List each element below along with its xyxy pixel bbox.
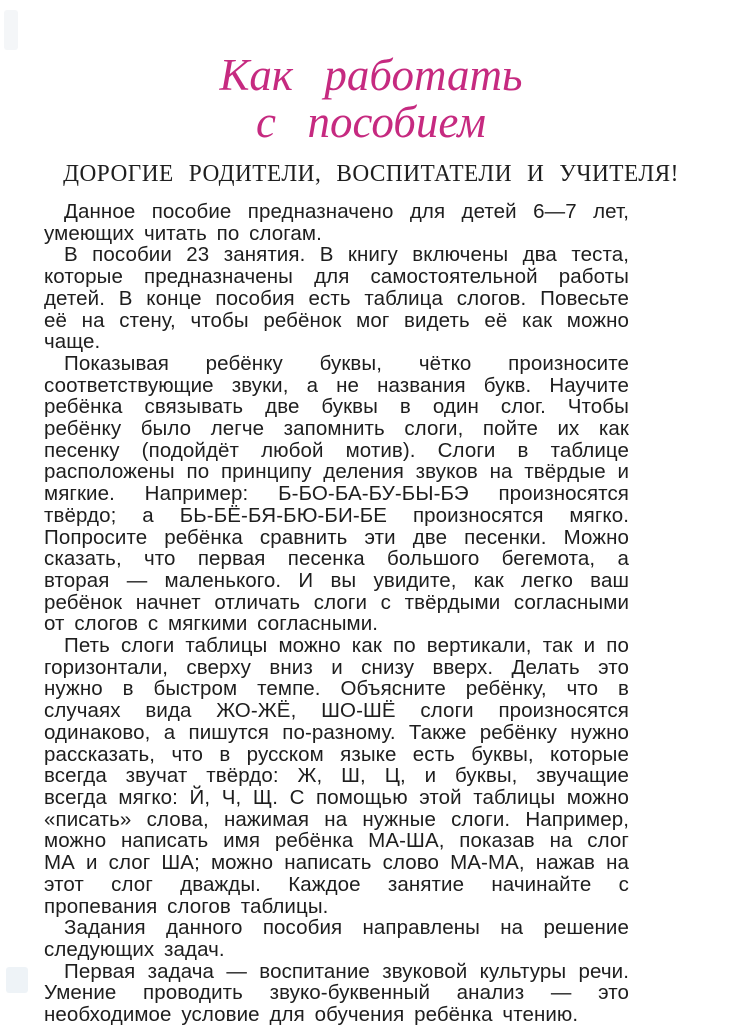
body-text (0, 201, 742, 1026)
title-line-1: Как работать (219, 50, 523, 100)
page-title (0, 0, 742, 146)
paragraph-intro: Данное пособие предназначено для детей 6—7 лет, умеющих читать по слогам. (44, 200, 629, 245)
paragraph-tasks-lead: Задания данного пособия направлены на решение следующих задач. (44, 916, 629, 961)
paragraph-singing: Петь слоги таблицы можно как по вертикали, так и по горизонтали, сверху вниз и снизу вверх. Делать это нужно в быстром темпе. Объясните ребёнку, что в случаях вида ЖО-ЖЁ, ШО-ШЁ слоги произносятся одинаково, а пишутся по-разному. Также ребёнку нужно рассказать, что в русском языке есть буквы, которые всегда звучат твёрдо: Ж, Ш, Ц, и буквы, звучащие всегда мягко: Й, Ч, Щ. С помощью этой таблицы можно «писать» слова, нажимая на нужные слоги. Например, можно написать имя ребёнка МА-ША, показав на слог МА и слог ША; можно написать слово МА-МА, нажав на этот слог дважды. Каждое занятие начинайте с пропевания слогов таблицы. (44, 634, 629, 918)
page-header (0, 0, 742, 188)
page-subtitle: ДОРОГИЕ РОДИТЕЛИ, ВОСПИТАТЕЛИ И УЧИТЕЛЯ! (63, 161, 679, 187)
paragraph-structure: В пособии 23 занятия. В книгу включены два теста, которые предназначены для самостоятельной работы детей. В конце пособия есть таблица слогов. Повесьте её на стену, чтобы ребёнок мог видеть её как можно чаще. (44, 243, 629, 354)
title-line-2: с пособием (256, 97, 486, 147)
paragraph-first-task: Первая задача — воспитание звуковой культуры речи. Умение проводить звуко-буквенный анализ — это необходимое условие для обучения ребёнка чтению. (44, 959, 629, 1026)
paragraph-sounds: Показывая ребёнку буквы, чётко произносите соответствующие звуки, а не названия букв. Научите ребёнка связывать две буквы в один слог. Чтобы ребёнку было легче запомнить слоги, пойте их как песенку (подойдёт любой мотив). Слоги в таблице расположены по принципу деления звуков на твёрдые и мягкие. Например: Б-БО-БА-БУ-БЫ-БЭ произносятся твёрдо; а БЬ-БЁ-БЯ-БЮ-БИ-БЕ произносятся мягко. Попросите ребёнка сравнить эти две песенки. Можно сказать, что первая песенка большого бегемота, а вторая — маленького. И вы увидите, как легко ваш ребёнок начнет отличать слоги с твёрдыми согласными от слогов с мягкими согласными. (44, 351, 629, 636)
